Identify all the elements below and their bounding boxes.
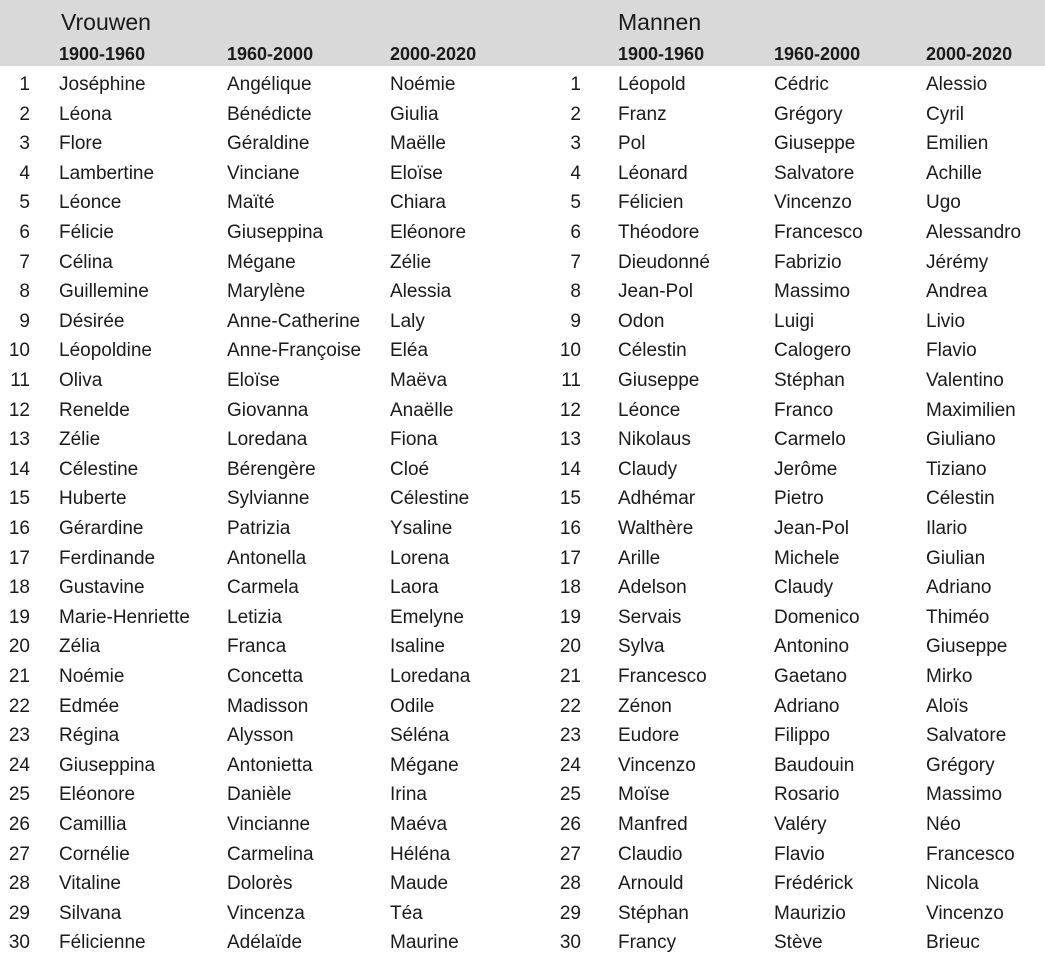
table-row — [0, 425, 1045, 455]
women-name-cell: Danièle — [227, 784, 292, 806]
table-row — [0, 544, 1045, 574]
women-name-cell: Madisson — [227, 695, 309, 717]
men-name-cell: Giuseppe — [774, 133, 856, 155]
women-name-cell: Loredana — [390, 666, 471, 687]
women-name-cell: Franca — [227, 636, 287, 658]
women-name-cell: Régina — [59, 725, 120, 747]
women-name-cell: Eloïse — [390, 162, 443, 184]
women-name-cell: Maude — [390, 873, 449, 895]
women-rank-cell: 16 — [8, 518, 30, 539]
men-rank-cell: 4 — [570, 162, 581, 184]
men-name-cell: Mirko — [926, 666, 973, 687]
men-name-cell: Adriano — [774, 695, 840, 717]
women-rank-cell: 22 — [8, 695, 30, 717]
women-rank-cell: 26 — [8, 814, 30, 835]
table-row — [0, 869, 1045, 899]
women-name-cell: Bénédicte — [227, 103, 312, 125]
women-name-cell: Laora — [390, 577, 439, 599]
women-name-cell: Silvana — [59, 902, 122, 924]
women-name-cell: Mégane — [227, 251, 296, 273]
men-name-cell: Giuseppe — [618, 370, 700, 391]
women-name-cell: Giulia — [390, 103, 439, 125]
women-rank-cell: 10 — [8, 340, 30, 362]
men-period-header: 2000-2020 — [926, 44, 1013, 64]
men-name-cell: Fabrizio — [774, 251, 842, 273]
men-name-cell: Valentino — [926, 370, 1004, 391]
table-row — [0, 159, 1045, 189]
women-name-cell: Zélie — [390, 251, 432, 273]
women-name-cell: Giuseppina — [227, 222, 324, 243]
women-name-cell: Eléa — [390, 340, 429, 362]
women-name-cell: Vincenza — [227, 902, 305, 924]
women-rank-cell: 6 — [19, 222, 30, 243]
men-name-cell: Francesco — [926, 843, 1015, 865]
table-row — [0, 70, 1045, 100]
women-period-header: 1900-1960 — [59, 44, 146, 64]
men-name-cell: Claudio — [618, 843, 683, 865]
men-rank-cell: 2 — [570, 103, 581, 125]
men-name-cell: Flavio — [774, 843, 825, 865]
men-name-cell: Alessio — [926, 74, 988, 95]
women-name-cell: Adélaïde — [227, 932, 303, 954]
women-name-cell: Camillia — [59, 814, 127, 835]
women-name-cell: Cornélie — [59, 843, 130, 865]
women-rank-cell: 12 — [8, 399, 30, 421]
men-rank-cell: 16 — [559, 518, 581, 539]
men-rank-cell: 19 — [559, 606, 581, 628]
men-rank-cell: 10 — [559, 340, 581, 362]
women-rank-cell: 20 — [8, 636, 30, 658]
men-name-cell: Alessandro — [926, 222, 1022, 243]
men-name-cell: Maximilien — [926, 399, 1016, 421]
women-rank-cell: 13 — [8, 429, 30, 451]
men-name-cell: Néo — [926, 814, 961, 835]
men-rank-cell: 28 — [559, 873, 581, 895]
men-rank-cell: 27 — [559, 843, 581, 865]
men-rank-cell: 30 — [559, 932, 581, 954]
women-rank-cell: 19 — [8, 606, 30, 628]
women-name-cell: Célestine — [390, 488, 470, 510]
women-rank-cell: 11 — [10, 370, 30, 391]
women-name-cell: Maéva — [390, 814, 448, 835]
men-name-cell: Giuliano — [926, 429, 996, 451]
men-name-cell: Tiziano — [926, 458, 987, 480]
men-name-cell: Gaetano — [774, 666, 847, 687]
women-name-cell: Alysson — [227, 725, 294, 747]
women-name-cell: Letizia — [227, 606, 282, 628]
women-name-cell: Chiara — [390, 192, 446, 214]
women-name-cell: Célestine — [59, 458, 139, 480]
men-name-cell: Claudy — [774, 577, 834, 599]
men-name-cell: Adhémar — [618, 488, 696, 510]
women-name-cell: Angélique — [227, 74, 312, 95]
men-name-cell: Franco — [774, 399, 834, 421]
men-name-cell: Frédérick — [774, 873, 854, 895]
men-rank-cell: 25 — [559, 784, 581, 806]
women-rank-cell: 2 — [19, 103, 30, 125]
women-name-cell: Fiona — [390, 429, 438, 451]
men-name-cell: Arille — [618, 547, 661, 569]
men-name-cell: Rosario — [774, 784, 840, 806]
men-name-cell: Massimo — [774, 281, 851, 303]
women-rank-cell: 3 — [19, 133, 30, 155]
men-name-cell: Zénon — [618, 695, 672, 717]
women-rank-cell: 21 — [8, 666, 30, 687]
men-name-cell: Stéphan — [774, 370, 845, 391]
men-name-cell: Ilario — [926, 518, 968, 539]
table-row — [0, 366, 1045, 396]
table-row — [0, 840, 1045, 870]
men-name-cell: Léonce — [618, 399, 681, 421]
men-name-cell: Félicien — [618, 192, 684, 214]
women-name-cell: Antonella — [227, 547, 307, 569]
women-name-cell: Léonce — [59, 192, 122, 214]
women-rank-cell: 28 — [8, 873, 30, 895]
men-name-cell: Cédric — [774, 74, 829, 95]
women-name-cell: Joséphine — [59, 74, 146, 95]
men-name-cell: Vincenzo — [926, 902, 1004, 924]
women-name-cell: Maëva — [390, 370, 448, 391]
table-row — [0, 218, 1045, 248]
table-row — [0, 484, 1045, 514]
women-name-cell: Carmelina — [227, 843, 314, 865]
women-rank-cell: 30 — [8, 932, 30, 954]
women-name-cell: Oliva — [59, 370, 103, 391]
women-name-cell: Odile — [390, 695, 435, 717]
men-rank-cell: 11 — [561, 370, 581, 391]
men-name-cell: Grégory — [926, 754, 995, 776]
women-name-cell: Anne-Françoise — [227, 340, 362, 362]
table-row — [0, 810, 1045, 840]
women-rank-cell: 8 — [19, 281, 30, 303]
table-row — [0, 573, 1045, 603]
men-name-cell: Massimo — [926, 784, 1003, 806]
men-name-cell: Adriano — [926, 577, 992, 599]
women-rank-cell: 9 — [19, 310, 30, 332]
men-rank-cell: 12 — [559, 399, 581, 421]
men-name-cell: Pol — [618, 133, 646, 155]
men-rank-cell: 18 — [559, 577, 581, 599]
men-name-cell: Odon — [618, 310, 665, 332]
women-period-header: 2000-2020 — [390, 44, 477, 64]
women-name-cell: Anaëlle — [390, 399, 454, 421]
women-rank-cell: 4 — [19, 162, 30, 184]
men-name-cell: Ugo — [926, 192, 961, 214]
women-rank-cell: 18 — [8, 577, 30, 599]
men-rank-cell: 13 — [559, 429, 581, 451]
women-name-cell: Antonietta — [227, 754, 313, 776]
women-name-cell: Léopoldine — [59, 340, 152, 362]
men-name-cell: Claudy — [618, 458, 678, 480]
women-rank-cell: 25 — [8, 784, 30, 806]
men-name-cell: Giulian — [926, 547, 986, 569]
table-row — [0, 603, 1045, 633]
women-name-cell: Edmée — [59, 695, 120, 717]
men-rank-cell: 20 — [559, 636, 581, 658]
men-rank-cell: 26 — [559, 814, 581, 835]
men-name-cell: Francesco — [774, 222, 863, 243]
women-period-header: 1960-2000 — [227, 44, 314, 64]
men-rank-cell: 8 — [570, 281, 581, 303]
women-rank-cell: 5 — [19, 192, 30, 214]
women-name-cell: Flore — [59, 133, 103, 155]
table-row — [0, 188, 1045, 218]
women-name-cell: Félicie — [59, 222, 114, 243]
women-rank-cell: 15 — [8, 488, 30, 510]
women-name-cell: Maurine — [390, 932, 459, 954]
men-name-cell: Cyril — [926, 103, 964, 125]
men-name-cell: Carmelo — [774, 429, 846, 451]
women-rank-cell: 23 — [8, 725, 30, 747]
men-name-cell: Vincenzo — [618, 754, 696, 776]
men-name-cell: Vincenzo — [774, 192, 852, 214]
women-rank-cell: 14 — [8, 458, 30, 480]
women-name-cell: Alessia — [390, 281, 452, 303]
men-name-cell: Jean-Pol — [774, 518, 849, 539]
women-rank-cell: 17 — [8, 547, 30, 569]
men-name-cell: Valéry — [774, 814, 827, 835]
women-name-cell: Dolorès — [227, 873, 293, 895]
men-rank-cell: 15 — [559, 488, 581, 510]
men-name-cell: Salvatore — [926, 725, 1007, 747]
women-name-cell: Vitaline — [59, 873, 121, 895]
women-name-cell: Noémie — [59, 666, 125, 687]
men-name-cell: Théodore — [618, 222, 700, 243]
women-name-cell: Célina — [59, 251, 113, 273]
men-name-cell: Moïse — [618, 784, 670, 806]
women-name-cell: Mégane — [390, 754, 459, 776]
men-name-cell: Maurizio — [774, 902, 846, 924]
table-row — [0, 780, 1045, 810]
men-rank-cell: 5 — [570, 192, 581, 214]
men-name-cell: Francesco — [618, 666, 707, 687]
men-name-cell: Brieuc — [926, 932, 980, 954]
men-name-cell: Célestin — [926, 488, 995, 510]
men-name-cell: Adelson — [618, 577, 687, 599]
women-name-cell: Patrizia — [227, 518, 291, 539]
men-rank-cell: 14 — [559, 458, 581, 480]
women-name-cell: Carmela — [227, 577, 299, 599]
men-rank-cell: 1 — [570, 74, 581, 95]
women-rank-cell: 27 — [8, 843, 30, 865]
women-name-cell: Giovanna — [227, 399, 309, 421]
men-name-cell: Eudore — [618, 725, 680, 747]
table-row — [0, 396, 1045, 426]
men-name-cell: Salvatore — [774, 162, 855, 184]
women-name-cell: Marylène — [227, 281, 306, 303]
women-name-cell: Héléna — [390, 843, 451, 865]
table-row — [0, 455, 1045, 485]
men-name-cell: Antonino — [774, 636, 850, 658]
men-name-cell: Jérémy — [926, 251, 989, 273]
table-row — [0, 692, 1045, 722]
women-name-cell: Félicienne — [59, 932, 146, 954]
women-rank-cell: 1 — [19, 74, 30, 95]
men-name-cell: Stève — [774, 932, 823, 954]
men-name-cell: Léonard — [618, 162, 688, 184]
men-name-cell: Grégory — [774, 103, 843, 125]
men-name-cell: Baudouin — [774, 754, 855, 776]
men-name-cell: Franz — [618, 103, 667, 125]
women-name-cell: Eléonore — [390, 222, 467, 243]
women-name-cell: Gustavine — [59, 577, 145, 599]
men-name-cell: Jean-Pol — [618, 281, 693, 303]
men-name-cell: Manfred — [618, 814, 688, 835]
women-name-cell: Maëlle — [390, 133, 446, 155]
men-name-cell: Servais — [618, 606, 682, 628]
women-name-cell: Zélia — [59, 636, 101, 658]
women-name-cell: Emelyne — [390, 606, 464, 628]
table-row — [0, 662, 1045, 692]
women-name-cell: Géraldine — [227, 133, 310, 155]
women-name-cell: Laly — [390, 310, 425, 332]
men-rank-cell: 6 — [570, 222, 581, 243]
women-name-cell: Vinciane — [227, 162, 300, 184]
women-section-title: Vrouwen — [61, 9, 151, 35]
men-rank-cell: 17 — [559, 547, 581, 569]
men-name-cell: Jerôme — [774, 458, 838, 480]
men-rank-cell: 9 — [570, 310, 581, 332]
women-rank-cell: 29 — [8, 902, 30, 924]
table-row — [0, 514, 1045, 544]
men-rank-cell: 22 — [559, 695, 581, 717]
men-name-cell: Walthère — [618, 518, 694, 539]
men-name-cell: Pietro — [774, 488, 824, 510]
women-name-cell: Désirée — [59, 310, 125, 332]
table-row — [0, 751, 1045, 781]
table-row — [0, 632, 1045, 662]
women-name-cell: Giuseppina — [59, 754, 156, 776]
women-name-cell: Téa — [390, 902, 423, 924]
table-row — [0, 100, 1045, 130]
men-name-cell: Luigi — [774, 310, 815, 332]
women-name-cell: Léona — [59, 103, 112, 125]
table-row — [0, 721, 1045, 751]
men-name-cell: Giuseppe — [926, 636, 1008, 658]
women-name-cell: Irina — [390, 784, 427, 806]
women-name-cell: Eléonore — [59, 784, 136, 806]
men-name-cell: Domenico — [774, 606, 860, 628]
men-name-cell: Nikolaus — [618, 429, 691, 451]
men-section-title: Mannen — [618, 9, 702, 35]
women-name-cell: Lambertine — [59, 162, 155, 184]
women-name-cell: Loredana — [227, 429, 308, 451]
men-name-cell: Achille — [926, 162, 982, 184]
table-row — [0, 277, 1045, 307]
table-row — [0, 336, 1045, 366]
men-period-header: 1900-1960 — [618, 44, 705, 64]
men-rank-cell: 7 — [570, 251, 581, 273]
women-rank-cell: 7 — [19, 251, 30, 273]
men-name-cell: Flavio — [926, 340, 977, 362]
table-row — [0, 129, 1045, 159]
men-name-cell: Emilien — [926, 133, 989, 155]
men-name-cell: Célestin — [618, 340, 687, 362]
women-name-cell: Séléna — [390, 725, 450, 747]
men-name-cell: Calogero — [774, 340, 852, 362]
header-band — [0, 0, 1045, 66]
men-rank-cell: 3 — [570, 133, 581, 155]
women-name-cell: Cloé — [390, 458, 430, 480]
men-name-cell: Michele — [774, 547, 840, 569]
men-rank-cell: 29 — [559, 902, 581, 924]
women-name-cell: Ysaline — [390, 518, 453, 539]
women-name-cell: Renelde — [59, 399, 130, 421]
women-name-cell: Isaline — [390, 636, 445, 658]
men-name-cell: Andrea — [926, 281, 988, 303]
women-name-cell: Sylvianne — [227, 488, 310, 510]
women-name-cell: Gérardine — [59, 518, 144, 539]
men-name-cell: Léopold — [618, 74, 686, 95]
men-name-cell: Francy — [618, 932, 677, 954]
women-name-cell: Eloïse — [227, 370, 280, 391]
men-name-cell: Arnould — [618, 873, 684, 895]
men-name-cell: Livio — [926, 310, 966, 332]
table-row — [0, 307, 1045, 337]
women-name-cell: Vincianne — [227, 814, 311, 835]
men-name-cell: Nicola — [926, 873, 979, 895]
table-row — [0, 248, 1045, 278]
men-name-cell: Stéphan — [618, 902, 689, 924]
women-name-cell: Zélie — [59, 429, 101, 451]
women-name-cell: Concetta — [227, 666, 304, 687]
men-name-cell: Sylva — [618, 636, 665, 658]
men-name-cell: Thiméo — [926, 606, 990, 628]
women-name-cell: Bérengère — [227, 458, 316, 480]
men-name-cell: Filippo — [774, 725, 830, 747]
women-name-cell: Lorena — [390, 547, 450, 569]
men-name-cell: Aloïs — [926, 695, 969, 717]
women-name-cell: Guillemine — [59, 281, 149, 303]
table-row — [0, 928, 1045, 958]
women-name-cell: Maïté — [227, 192, 275, 214]
women-name-cell: Marie-Henriette — [59, 606, 190, 628]
men-name-cell: Dieudonné — [618, 251, 710, 273]
women-name-cell: Noémie — [390, 74, 456, 95]
men-rank-cell: 23 — [559, 725, 581, 747]
men-rank-cell: 24 — [559, 754, 581, 776]
table-row — [0, 899, 1045, 929]
women-rank-cell: 24 — [8, 754, 30, 776]
men-period-header: 1960-2000 — [774, 44, 861, 64]
women-name-cell: Anne-Catherine — [227, 310, 361, 332]
women-name-cell: Huberte — [59, 488, 127, 510]
women-name-cell: Ferdinande — [59, 547, 156, 569]
men-rank-cell: 21 — [559, 666, 581, 687]
